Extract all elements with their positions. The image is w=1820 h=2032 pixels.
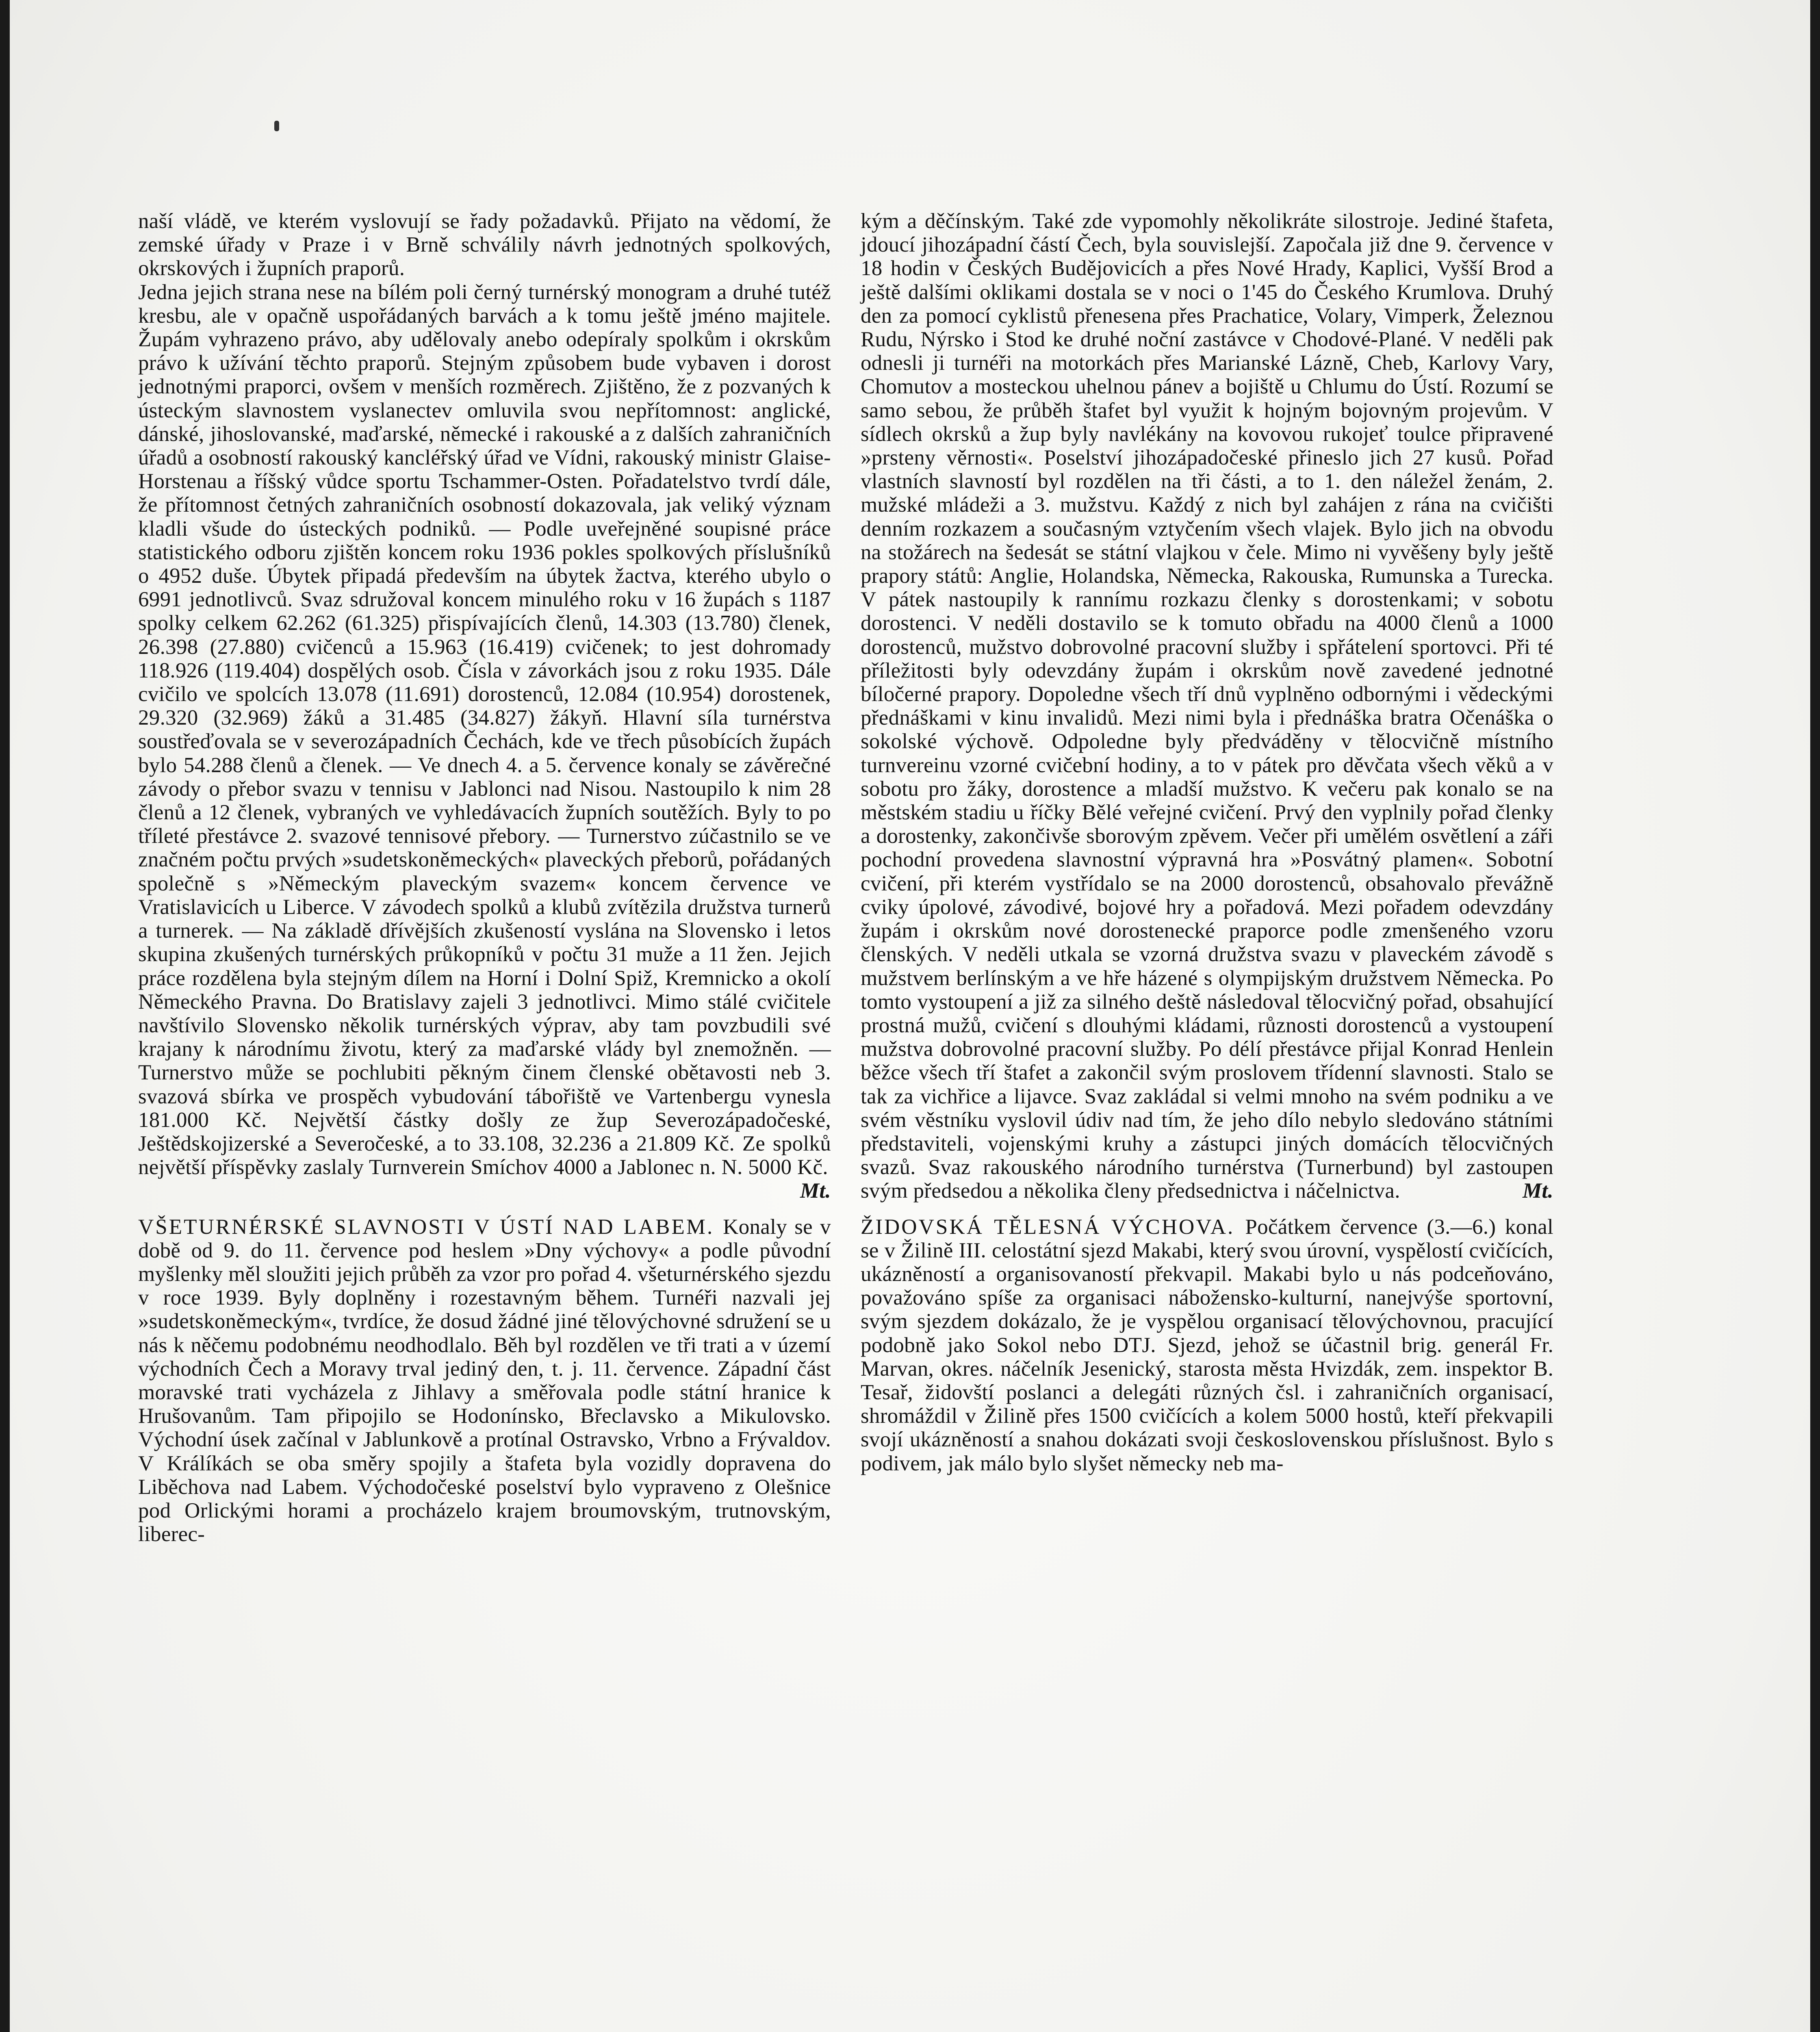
section-heading-slavnosti: VŠETURNÉRSKÉ SLAVNOSTI V ÚSTÍ NAD LABEM. xyxy=(138,1215,723,1239)
section-slavnosti-text: Konaly se v době od 9. do 11. července pod heslem »Dny výchovy« a podle původní myšlenky měl sloužiti jejich průběh za vzor pro pořad 4. všeturnérského sjezdu v roce 1939. Byly doplněny i rozestavným během. Turnéři nazvali jej »sudetskoněmeckým«, tvrdíce, že dosud žádné jiné tělovýchovné sdružení se u nás k něčemu podobnému neodhodlalo. Běh byl rozdělen ve tři trati a v území východních Čech a Moravy trval jediný den, t. j. 11. července. Západní část moravské trati vycházela z Jihlavy a směřovala podle státní hranice k Hrušovanům. Tam připojilo se Hodonínsko, Břeclavsko a Mikulovsko. Východní úsek začínal v Jablunkově a protínal Ostravsko, Vrbno a Frývaldov. V Králíkách se oba směry spojily a štafeta byla vozidly dopravena do Liběchova nad Labem. Východočeské poselství bylo vypraveno z Olešnice pod Orlickými horami a procházelo krajem broumovským, trutnovským, liberec- xyxy=(138,1215,831,1546)
left-column xyxy=(138,209,831,1546)
paragraph-intro: naší vládě, ve kterém vyslovují se řady požadavků. Přijato na vědomí, že zemské úřady v Praze i v Brně schválily návrh jednotných spolkových, okrskových i župních praporů. xyxy=(138,209,831,280)
paragraph-turnerstvo-report xyxy=(138,280,831,1203)
author-signature: Mt. xyxy=(800,1179,831,1203)
scan-edge-left xyxy=(0,0,10,2032)
paragraph-stafeta-text: kým a děčínským. Také zde vypomohly několikráte silostroje. Jediné štafeta, jdoucí jihozápadní částí Čech, byla souvislejší. Započala již dne 9. července v 18 hodin v Českých Budějovicích a přes Nové Hrady, Kaplici, Vyšší Brod a ještě dalšími oklikami dostala se v noci o 1'45 do Českého Krumlova. Druhý den za pomocí cyklistů přenesena přes Prachatice, Volary, Vimperk, Železnou Rudu, Nýrsko i Stod ke druhé noční zastávce v Chodové-Plané. V neděli pak odnesli ji turnéři na motorkách přes Marianské Lázně, Cheb, Karlovy Vary, Chomutov a mosteckou uhelnou pánev a bojiště u Chlumu do Ústí. Rozumí se samo sebou, že průběh štafet byl využit k hojným bojovným projevům. V sídlech okrsků a žup byly navlékány na kovovou rukojeť toulce připravené »prsteny věrnosti«. Poselství jihozápadočeské přineslo jich 27 kusů. Pořad vlastních slavností byl rozdělen na tři části, a to 1. den náležel ženám, 2. mužské mládeži a 3. mužstvu. Každý z nich byl zahájen z rána na cvičišti denním rozkazem a současným vztyčením všech vlajek. Bylo jich na obvodu na stožárech na šedesát se státní vlajkou v čele. Mimo ni vyvěšeny byly ještě prapory států: Anglie, Holandska, Německa, Rakouska, Rumunska a Turecka. V pátek nastoupily k rannímu rozkazu členky s dorostenkami; v sobotu dorostenci. V neděli dostavilo se k tomuto obřadu na 4000 členů a 1000 dorostenců, mužstvo dobrovolné pracovní služby i spřátelení sportovci. Při té příležitosti byly odevzdány župám i okrskům nově zavedené jednotné bíločerné prapory. Dopoledne všech tří dnů vyplněno odbornými i vědeckými přednáškami v kinu invalidů. Mezi nimi byla i přednáška bratra Očenáška o sokolské výchově. Odpoledne byly předváděny v tělocvičně místního turnvereinu vzorné cvičební hodiny, a to v pátek pro děvčata všech věků a v sobotu pro žáky, dorostence a mladší mužstvo. K večeru pak konalo se na městském stadiu u říčky Bělé veřejné cvičení. Prvý den vyplnily pořad členky a dorostenky, zakončivše sborovým zpěvem. Večer při umělém osvětlení a záři pochodní provedena slavnostní výpravná hra »Posvátný plamen«. Sobotní cvičení, při kterém vystřídalo se na 2000 dorostenců, obsahovalo převážně cviky úpolové, závodivé, bojové hry a pořadová. Mezi pořadem odevzdány župám i okrskům nové dorostenecké praporce podle zmenšeného vzoru členských. V neděli utkala se vzorná družstva svazu v plaveckém závodě s mužstvem berlínským a ve hře házené s olympijským družstvem Německa. Po tomto vystoupení a již za silného deště následoval tělocvičný pořad, obsahující prostná mužů, cvičení s dlouhými kládami, různosti dorostenců a vystoupení mužstva dobrovolné pracovní služby. Po délí přestávce přijal Konrad Henlein běžce všech tří štafet a zakončil svým proslovem třídenní slavnosti. Stalo se tak za vichřice a lijavce. Svaz zakládal si velmi mnoho na svém podniku a ve svém věstníku vyslovil údiv nad tím, že jeho dílo nebylo sledováno státními představiteli, vojenskými kruhy a zástupci jiných domácích tělocvičných svazů. Svaz rakouského národního turnérstva (Turnerbund) byl zastoupen svým předsedou a několika členy předsednictva i náčelnictva. xyxy=(861,209,1553,1203)
section-slavnosti xyxy=(138,1215,831,1546)
section-zidovska xyxy=(861,1215,1553,1475)
paragraph-stafeta xyxy=(861,209,1553,1203)
scan-edge-right xyxy=(1810,0,1820,2032)
section-heading-zidovska: ŽIDOVSKÁ TĚLESNÁ VÝCHOVA. xyxy=(861,1215,1245,1239)
ink-speck xyxy=(274,121,279,131)
section-zidovska-text: Počátkem července (3.—6.) konal se v Žilině III. celostátní sjezd Makabi, který svou úrovní, vyspělostí cvičících, ukázněností a organisovaností překvapil. Makabi bylo u nás podceňováno, považováno spíše za organisaci nábožensko-kulturní, nanejvýše sportovní, svým sjezdem dokázalo, že je vyspělou organisací tělovýchovnou, pracující podobně jako Sokol nebo DTJ. Sjezd, jehož se účastnil brig. generál Fr. Marvan, okres. náčelník Jesenický, starosta města Hvizdák, zem. inspektor B. Tesař, židovští poslanci a delegáti různých čsl. i zahraničních organisací, shromáždil v Žilině přes 1500 cvičících a kolem 5000 hostů, kteří překvapili svojí ukázněností a snahou dokázati svoji československou příslušnost. Bylo s podivem, jak málo bylo slyšet německy neb ma- xyxy=(861,1215,1553,1475)
author-signature: Mt. xyxy=(1522,1179,1553,1203)
right-column xyxy=(861,209,1553,1475)
paragraph-turnerstvo-text: Jedna jejich strana nese na bílém poli černý turnérský monogram a druhé tutéž kresbu, ale v opačně uspořádaných barvách a k tomu ještě jméno majitele. Župám vyhrazeno právo, aby udělovaly anebo odepíraly spolkům i okrskům právo k užívání těchto praporů. Stejným způsobem bude vybaven i dorost jednotnými praporci, ovšem v menších rozměrech. Zjištěno, že z pozvaných k ústeckým slavnostem vyslanectev omluvila svou nepřítomnost: anglické, dánské, jihoslovanské, maďarské, německé i rakouské a z dalších zahraničních úřadů a osobností rakouský kancléřský úřad ve Vídni, rakouský ministr Glaise-Horstenau a říšský vůdce sportu Tschammer-Osten. Pořadatelstvo tvrdí dále, že přítomnost četných zahraničních osobností dokazovala, jak veliký význam kladli všude do ústeckých podniků. — Podle uveřejněné soupisné práce statistického odboru zjištěn koncem roku 1936 pokles spolkových příslušníků o 4952 duše. Úbytek připadá především na úbytek žactva, kterého ubylo o 6991 jednotlivců. Svaz sdružoval koncem minulého roku v 16 župách s 1187 spolky celkem 62.262 (61.325) přispívajících členů, 14.303 (13.780) členek, 26.398 (27.880) cvičenců a 15.963 (16.419) cvičenek; to jest dohromady 118.926 (119.404) dospělých osob. Čísla v závorkách jsou z roku 1935. Dále cvičilo ve spolcích 13.078 (11.691) dorostenců, 12.084 (10.954) dorostenek, 29.320 (32.969) žáků a 31.485 (34.827) žákyň. Hlavní síla turnérstva soustřeďovala se v severozápadních Čechách, kde ve třech působících župách bylo 54.288 členů a členek. — Ve dnech 4. a 5. července konaly se závěrečné závody o přebor svazu v tennisu v Jablonci nad Nisou. Nastoupilo k nim 28 členů a 12 členek, vybraných ve vyhledávacích župních soutěžích. Byly to po tříleté přestávce 2. svazové tennisové přebory. — Turnerstvo zúčastnilo se ve značném počtu prvých »sudetskoněmeckých« plaveckých přeborů, pořádaných společně s »Německým plaveckým svazem« koncem července ve Vratislavicích u Liberce. V závodech spolků a klubů zvítězila družstva turnerů a turnerek. — Na základě dřívějších zkušeností vyslána na Slovensko i letos skupina zkušených turnérských průkopníků v počtu 31 muže a 11 žen. Jejich práce rozdělena byla stejným dílem na Horní i Dolní Spiž, Kremnicko a okolí Německého Pravna. Do Bratislavy zajeli 3 jednotlivci. Mimo stálé cvičitele navštívilo Slovensko několik turnérských výprav, aby tam povzbudili své krajany k národnímu životu, který za maďarské vlády byl znemožněn. — Turnerstvo může se pochlubiti pěkným činem členské obětavosti neb 3. svazová sbírka ve prospěch vybudování tábořiště ve Vartenbergu vynesla 181.000 Kč. Největší částky došly ze žup Severozápadočeské, Ještědskojizerské a Severočeské, a to 33.108, 32.236 a 21.809 Kč. Ze spolků největší příspěvky zaslaly Turnverein Smíchov 4000 a Jablonec n. N. 5000 Kč. xyxy=(138,280,831,1179)
